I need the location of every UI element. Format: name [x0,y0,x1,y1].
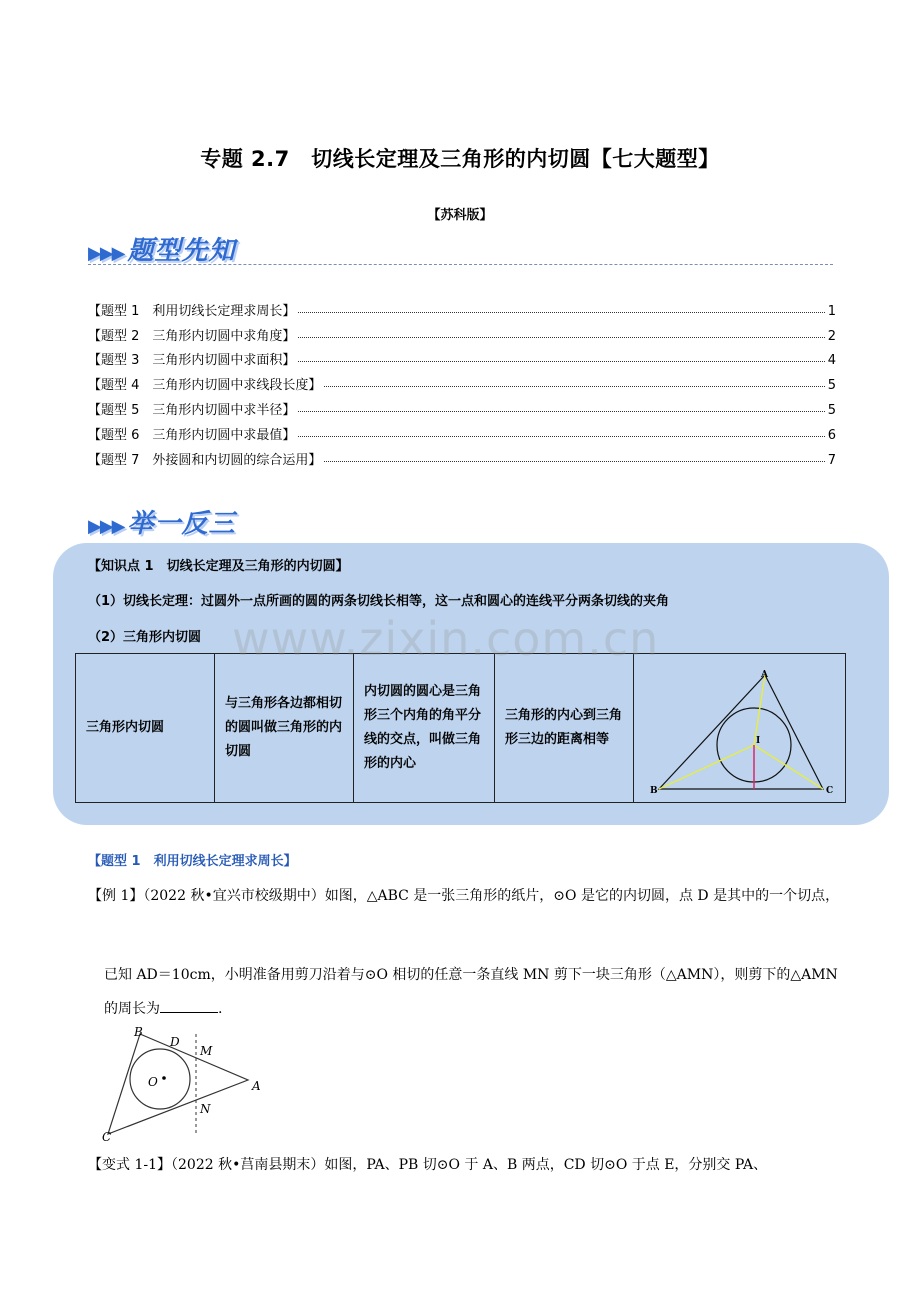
toc-item-2[interactable]: 【题型 2 三角形内切圆中求角度】 2 [88,329,836,344]
arrows-icon: ▶▶▶ [88,516,124,537]
example-paragraph-1: （2022 秋•宜兴市校级期中）如图，△ABC 是一张三角形的纸片，⊙O 是它的内切圆，点 D 是其中的一个切点， [143,888,840,904]
toc-item-6[interactable]: 【题型 6 三角形内切圆中求最值】 6 [88,428,836,443]
page-title: 专题 2.7 切线长定理及三角形的内切圆【七大题型】 [200,147,720,171]
toc-banner-text: 题型先知 [127,236,236,266]
label-I: I [755,736,760,746]
label-D: D [170,1035,180,1049]
knowledge-table [75,653,846,803]
example-1-question: 已知 AD＝10cm，小明准备用剪刀沿着与⊙O 相切的任意一条直线 MN 剪下一块三角形（△AMN），则剪下的△AMN 的周长为 . [104,967,838,1017]
variant-text: （2022 秋•莒南县期末）如图，PA、PB 切⊙O 于 A、B 两点，CD 切⊙O 于点 E，分别交 PA、 [171,1157,768,1173]
toc-item-7[interactable]: 【题型 7 外接圆和内切圆的综合运用】 7 [88,453,836,468]
table-cell-term: 三角形内切圆 [76,654,215,803]
knowledge-point-1: （1）切线长定理：过圆外一点所画的圆的两条切线长相等，这一点和圆心的连线平分两条切线的夹角 [88,594,670,609]
label-O: O [148,1075,158,1089]
table-cell-incenter: 内切圆的圆心是三角形三个内角的角平分线的交点，叫做三角形的内心 [354,654,495,803]
example-figure [98,1024,268,1144]
example-paragraph-2: 已知 AD＝10cm，小明准备用剪刀沿着与⊙O 相切的任意一条直线 MN 剪下一块三角形（△AMN），则剪下的△AMN 的周长为 [104,967,838,1017]
variant-1-1 [88,1155,848,1175]
label-C: C [102,1130,112,1144]
example-label: 【例 1】 [88,888,144,904]
label-A: A [252,1079,261,1093]
variant-label: 【变式 1-1】 [88,1157,171,1173]
practice-banner [88,503,236,540]
table-cell-figure [634,654,846,803]
toc-item-4[interactable]: 【题型 4 三角形内切圆中求线段长度】 5 [88,378,836,393]
knowledge-point-2: （2）三角形内切圆 [88,630,202,645]
answer-blank[interactable] [160,998,218,1013]
label-N: N [200,1102,211,1116]
toc-banner [88,230,236,267]
edition-label: 【苏科版】 [427,208,493,223]
example-1 [88,886,840,906]
toc-item-3[interactable]: 【题型 3 三角形内切圆中求面积】 4 [88,353,836,368]
incircle-diagram [637,655,843,801]
label-C: C [825,786,833,796]
label-M: M [200,1044,213,1058]
watermark: www.zixin.com.cn [232,612,660,666]
label-B: B [134,1025,143,1039]
toc-item-5[interactable]: 【题型 5 三角形内切圆中求半径】 5 [88,403,836,418]
divider [88,264,833,265]
label-A: A [760,670,768,680]
knowledge-heading: 【知识点 1 切线长定理及三角形的内切圆】 [88,559,349,574]
toc-item-1[interactable]: 【题型 1 利用切线长定理求周长】 1 [88,304,836,319]
label-B: B [649,786,658,796]
type1-heading: 【题型 1 利用切线长定理求周长】 [88,854,297,869]
table-cell-definition: 与三角形各边都相切的圆叫做三角形的内切圆 [215,654,354,803]
table-cell-property: 三角形的内心到三角形三边的距离相等 [495,654,634,803]
practice-banner-text: 举一反三 [127,509,236,539]
arrows-icon: ▶▶▶ [88,243,124,264]
